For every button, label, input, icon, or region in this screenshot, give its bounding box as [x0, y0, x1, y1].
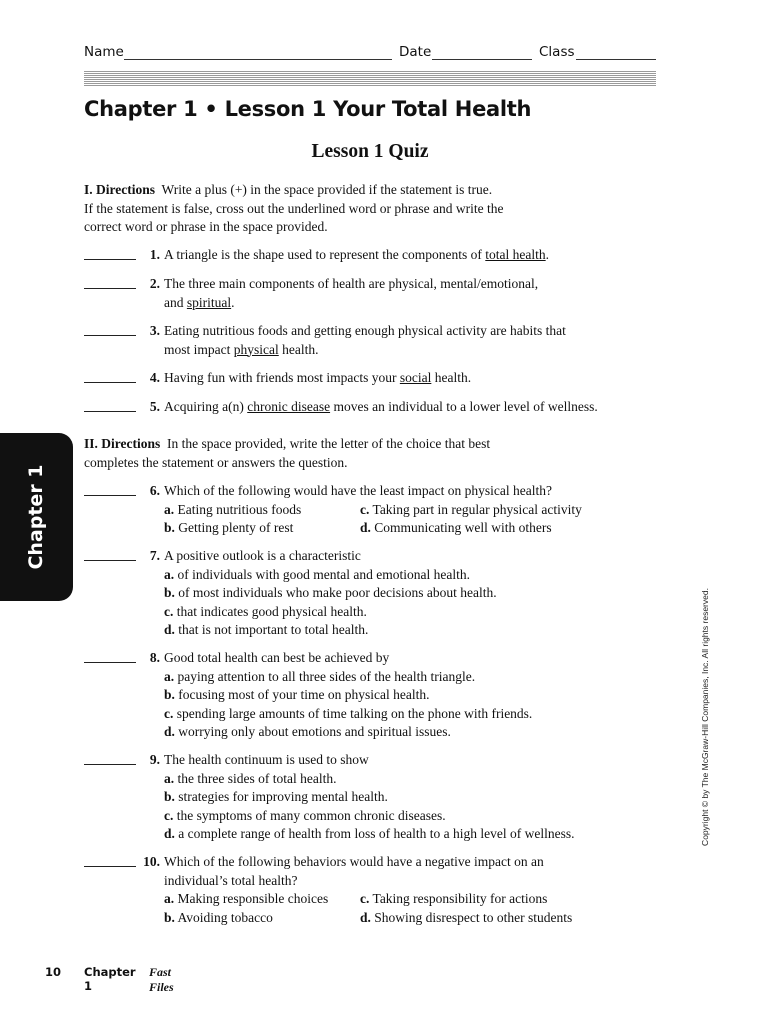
option-a: a. of individuals with good mental and emotional health.: [164, 566, 470, 582]
question-number: 1.: [149, 247, 160, 262]
answer-blank-7[interactable]: [84, 550, 136, 561]
header-rule: [84, 71, 656, 87]
footer-chapter: Chapter 1: [84, 965, 136, 993]
underlined-term: physical: [233, 341, 279, 357]
answer-blank-10[interactable]: [84, 856, 136, 867]
option-c: c. Taking part in regular physical activity: [360, 501, 582, 517]
section1-text-line1: Write a plus (+) in the space provided if the statement is true.: [161, 182, 493, 197]
chapter-side-tab-label: Chapter 1: [25, 464, 47, 570]
name-label: Name: [84, 44, 124, 60]
answer-blank-3[interactable]: [84, 325, 136, 336]
question-text: Having fun with friends most impacts your social health.: [164, 370, 472, 385]
question-text: The three main components of health are physical, mental/emotional, and spiritual.: [164, 276, 539, 310]
answer-blank-5[interactable]: [84, 401, 136, 412]
option-a: a. Making responsible choices: [164, 891, 329, 906]
question-text: [164, 547, 684, 640]
section1-text-line2: If the statement is false, cross out the underlined word or phrase and write the: [84, 200, 504, 216]
question-number: 5.: [149, 399, 160, 414]
underlined-term: chronic disease: [247, 399, 331, 414]
answer-blank-9[interactable]: [84, 754, 136, 765]
question-number: 8.: [149, 650, 160, 665]
question-text: Eating nutritious foods and getting enough physical activity are habits that most impact physical health.: [164, 323, 566, 357]
option-d: d. Communicating well with others: [360, 520, 552, 535]
question-text: [164, 482, 684, 538]
question-number: 10.: [143, 854, 160, 869]
underlined-term: spiritual: [186, 294, 232, 310]
date-field[interactable]: [432, 59, 532, 60]
question-stem: Which of the following behaviors would have a negative impact on an: [164, 854, 544, 869]
question-number: 4.: [149, 370, 160, 385]
question-stem: The health continuum is used to show: [164, 752, 369, 767]
question-number: 2.: [149, 276, 160, 291]
section1-heading: I. Directions: [84, 182, 155, 197]
option-c: c. the symptoms of many common chronic diseases.: [164, 807, 446, 823]
name-field[interactable]: [124, 59, 392, 60]
option-d: d. worrying only about emotions and spiritual issues.: [164, 724, 451, 739]
option-b: b. Avoiding tobacco: [164, 909, 273, 925]
question-text: [164, 751, 684, 844]
section2-text-line1: In the space provided, write the letter of the choice that best: [167, 436, 491, 451]
option-d: d. a complete range of health from loss of health to a high level of wellness.: [164, 826, 575, 841]
option-a: a. paying attention to all three sides of the health triangle.: [164, 668, 476, 684]
option-c: c. that indicates good physical health.: [164, 603, 367, 619]
quiz-title: Lesson 1 Quiz: [311, 141, 429, 162]
question-text: [164, 853, 684, 927]
option-d: d. that is not important to total health.: [164, 622, 369, 637]
question-text: [164, 649, 684, 742]
answer-blank-6[interactable]: [84, 485, 136, 496]
copyright-notice: Copyright © by The McGraw-Hill Companies, Inc. All rights reserved.: [700, 588, 710, 846]
question-text: Acquiring a(n) chronic disease moves an individual to a lower level of wellness.: [164, 399, 598, 414]
question-number: 6.: [149, 483, 160, 498]
underlined-term: total health: [485, 247, 546, 262]
section2-text-line2: completes the statement or answers the question.: [84, 454, 348, 470]
answer-blank-4[interactable]: [84, 372, 136, 383]
section2-directions: [84, 435, 644, 472]
question-text: A triangle is the shape used to represent the components of total health.: [164, 247, 550, 262]
answer-blank-2[interactable]: [84, 278, 136, 289]
option-a: a. the three sides of total health.: [164, 770, 337, 786]
answer-blank-8[interactable]: [84, 652, 136, 663]
section2-heading: II. Directions: [84, 436, 161, 451]
date-label: Date: [399, 44, 432, 60]
option-b: b. focusing most of your time on physical health.: [164, 687, 430, 702]
question-number: 7.: [149, 548, 160, 563]
question-number: 3.: [149, 323, 160, 338]
option-c: c. spending large amounts of time talking on the phone with friends.: [164, 705, 533, 721]
option-b: b. strategies for improving mental health.: [164, 789, 388, 804]
option-d: d. Showing disrespect to other students: [360, 909, 573, 925]
option-c: c. Taking responsibility for actions: [360, 891, 548, 906]
class-field[interactable]: [576, 59, 656, 60]
student-info-header: [84, 44, 656, 64]
question-number: 9.: [149, 752, 160, 767]
option-b: b. of most individuals who make poor decisions about health.: [164, 585, 497, 600]
answer-blank-1[interactable]: [84, 249, 136, 260]
page-number: 10: [45, 965, 62, 979]
option-b: b. Getting plenty of rest: [164, 520, 294, 535]
section1-text-line3: correct word or phrase in the space provided.: [84, 219, 328, 234]
question-stem: Good total health can best be achieved by: [164, 650, 390, 665]
class-label: Class: [539, 44, 575, 60]
section1-directions: [84, 181, 644, 237]
underlined-term: social: [399, 370, 432, 385]
option-a: a. Eating nutritious foods: [164, 501, 302, 517]
question-stem: A positive outlook is a characteristic: [164, 548, 361, 563]
question-stem: Which of the following would have the least impact on physical health?: [164, 483, 553, 498]
footer-book-title: Fast Files: [149, 965, 174, 994]
chapter-title: Chapter 1 • Lesson 1 Your Total Health: [84, 97, 532, 121]
question-stem-cont: individual’s total health?: [164, 872, 298, 888]
